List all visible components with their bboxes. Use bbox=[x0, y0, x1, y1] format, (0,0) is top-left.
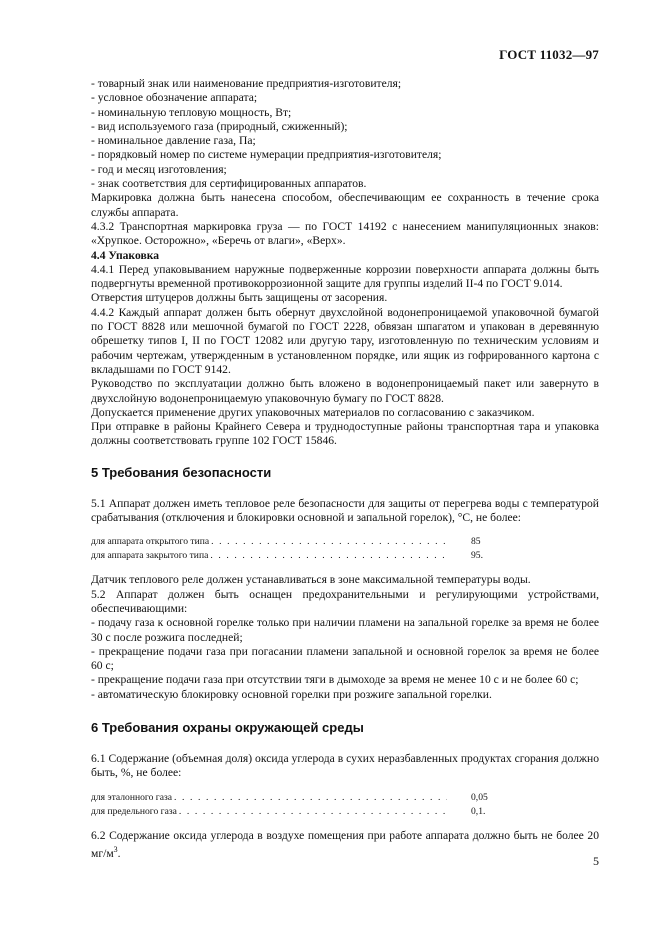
list-item: - год и месяц изготовления; bbox=[91, 162, 227, 176]
table-row bbox=[91, 549, 599, 563]
paragraph-6-1: 6.1 Содержание (объемная доля) оксида углерода в сухих неразбавленных продуктах сгорания должно быть, %, не более: bbox=[91, 751, 599, 780]
list-item: - порядковый номер по системе нумерации предприятия-изготовителя; bbox=[91, 148, 442, 162]
paragraph-5-2: 5.2 Аппарат должен быть оснащен предохранительными и регулирующими устройствами, обеспечивающими: bbox=[91, 587, 599, 615]
row-value: 85 bbox=[471, 536, 481, 548]
leader-dots bbox=[211, 535, 447, 549]
paragraph-5-1: 5.1 Аппарат должен иметь тепловое реле безопасности для защиты от перегрева воды с температурой срабатывания (отключения и блокировки основной и запальной горелок), °С, не более: bbox=[91, 496, 599, 525]
row-label: для аппарата закрытого типа bbox=[91, 550, 209, 562]
paragraph-4-3-2: 4.3.2 Транспортная маркировка груза — по ГОСТ 14192 с нанесением манипуляционных знаков: «Хрупкое. Осторожно», «Беречь от влаги», «Верх». bbox=[91, 219, 599, 248]
paragraph-6-2 bbox=[91, 829, 599, 861]
row-label: для аппарата открытого типа bbox=[91, 536, 210, 548]
table-row bbox=[91, 535, 599, 549]
paragraph-fittings: Отверстия штуцеров должны быть защищены от засорения. bbox=[91, 291, 388, 305]
paragraph-north: При отправке в районы Крайнего Севера и труднодоступные районы транспортная тара и упаковка должны соответствовать группе 102 ГОСТ 15846. bbox=[91, 420, 599, 448]
paragraph-other-materials: Допускается применение других упаковочных материалов по согласованию с заказчиком. bbox=[91, 405, 535, 419]
paragraph-4-4-1: 4.4.1 Перед упаковыванием наружные подверженные коррозии поверхности аппарата должны быть подвергнуты временной противокоррозионной защите для группы изделий II-4 по ГОСТ 9.014. bbox=[91, 262, 599, 291]
list-item: - подачу газа к основной горелке только при наличии пламени на запальной горелке за время не более 30 с после розжига последней; bbox=[91, 616, 599, 644]
standard-code-header: ГОСТ 11032—97 bbox=[499, 47, 599, 62]
marking-list bbox=[91, 77, 599, 191]
row-value: 95. bbox=[471, 550, 483, 562]
paragraph-6-2-end: . bbox=[117, 846, 121, 860]
marking-note: Маркировка должна быть нанесена способом, обеспечивающим ее сохранность в течение срока службы аппарата. bbox=[91, 191, 599, 219]
superscript-3: 3 bbox=[113, 844, 118, 854]
paragraph-4-4-2: 4.4.2 Каждый аппарат должен быть обернут двухслойной водонепроницаемой упаковочной бумагой по ГОСТ 8828 или мешочной бумагой по ГОСТ 2228, обвязан шпагатом и упакован в деревянную обрешетку типов I, II по ГОСТ 12082 или другую тару, изготовленную по техническим условиям и рабочим чертежам, утвержденным в установленном порядке, или ящик из гофрированного картона с вкладышами по ГОСТ 9142. bbox=[91, 305, 599, 376]
list-item: - номинальное давление газа, Па; bbox=[91, 134, 256, 148]
table-row bbox=[91, 791, 599, 805]
leader-dots bbox=[174, 791, 447, 805]
paragraph-6-2-text: 6.2 Содержание оксида углерода в воздухе помещения при работе аппарата должно быть не более 20 мг/м bbox=[91, 828, 599, 860]
table-row bbox=[91, 805, 599, 819]
page-number: 5 bbox=[593, 854, 599, 868]
list-item: - прекращение подачи газа при погасании пламени запальной и основной горелок за время не более 60 с; bbox=[91, 644, 599, 673]
temperature-table bbox=[91, 535, 599, 563]
section-5-title: 5 Требования безопасности bbox=[91, 464, 272, 480]
row-label: для предельного газа bbox=[91, 805, 177, 817]
row-value: 0,1. bbox=[471, 805, 486, 817]
list-item: - вид используемого газа (природный, сжиженный); bbox=[91, 119, 348, 133]
leader-dots bbox=[210, 549, 447, 563]
leader-dots bbox=[179, 805, 447, 819]
row-value: 0,05 bbox=[471, 791, 488, 803]
list-item: - автоматическую блокировку основной горелки при розжиге запальной горелки. bbox=[91, 687, 492, 701]
row-label: для эталонного газа bbox=[91, 791, 173, 803]
list-item: - номинальную тепловую мощность, Вт; bbox=[91, 105, 292, 119]
section-6-title: 6 Требования охраны окружающей среды bbox=[91, 719, 364, 735]
list-item: - условное обозначение аппарата; bbox=[91, 91, 258, 105]
co-content-table bbox=[91, 791, 599, 819]
paragraph-manual: Руководство по эксплуатации должно быть вложено в водонепроницаемый пакет или завернуто в двухслойную водонепроницаемую упаковочную бумагу по ГОСТ 8828. bbox=[91, 377, 599, 405]
list-item: - прекращение подачи газа при отсутствии тяги в дымоходе за время не менее 10 с и не более 60 с; bbox=[91, 673, 579, 687]
page-content bbox=[91, 77, 599, 861]
heading-4-4: 4.4 Упаковка bbox=[91, 248, 160, 262]
list-item: - товарный знак или наименование предприятия-изготовителя; bbox=[91, 77, 402, 90]
paragraph-sensor: Датчик теплового реле должен устанавливаться в зоне максимальной температуры воды. bbox=[91, 573, 531, 587]
list-item: - знак соответствия для сертифицированных аппаратов. bbox=[91, 177, 367, 191]
